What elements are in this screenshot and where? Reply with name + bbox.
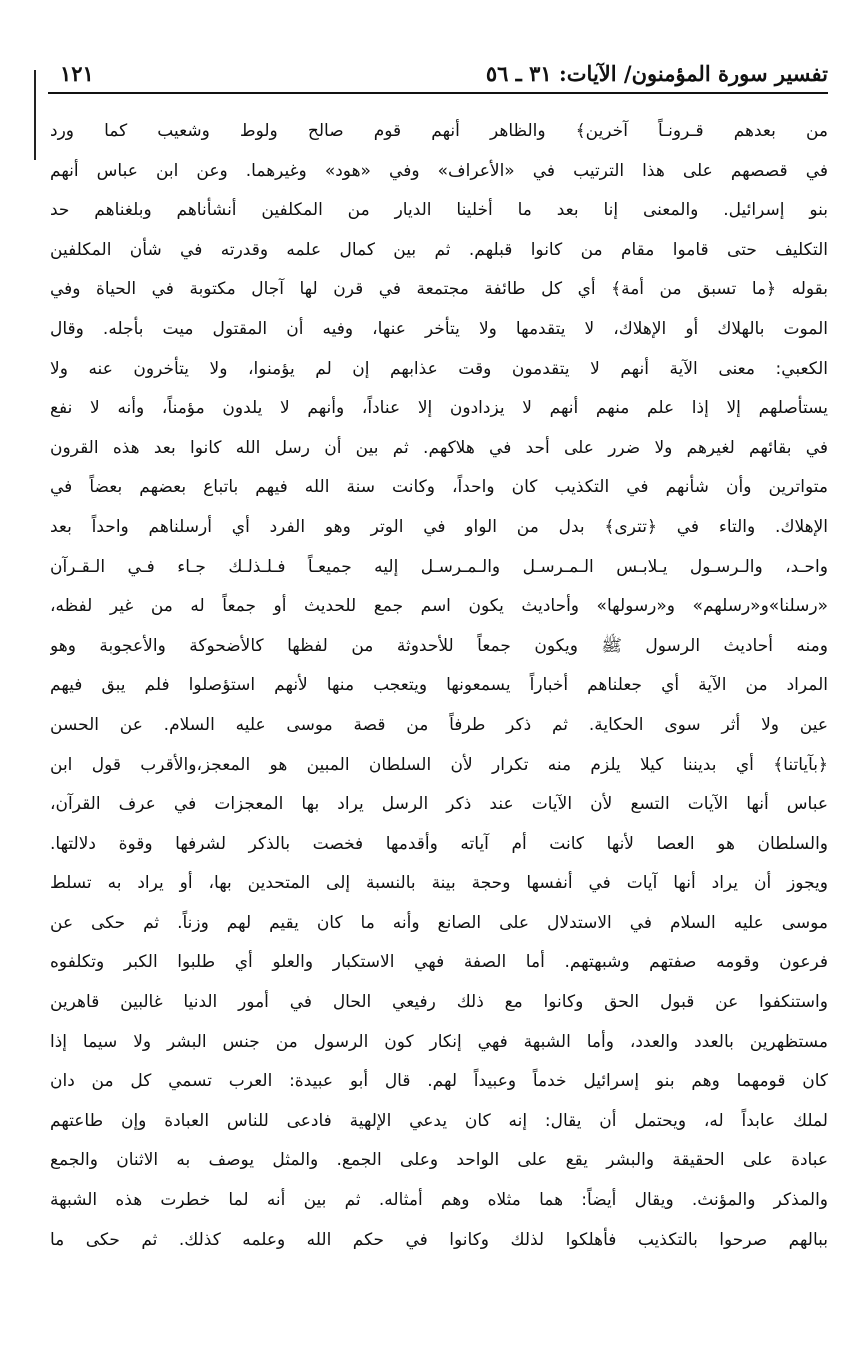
text-line: عين ولا أثر سوى الحكاية. ثم ذكر طرفاً من قصة موسى عليه السلام. عن الحسن: [50, 714, 828, 735]
text-line: واستنكفوا عن قبول الحق وكانوا مع ذلك رفيعي الحال في أمور الدنيا غالبين قاهرين: [50, 992, 828, 1013]
running-header: [30, 56, 838, 94]
text-line: ويجوز أن يراد أنها آيات في أنفسها وحجة بينة بالنسبة إلى المتحدين بها، أو يراد به تسلط: [50, 873, 828, 894]
text-line: والمذكر والمؤنث. ويقال أيضاً: هما مثلاه وهم أمثاله. ثم بين أنه لما خطرت هذه الشبهة: [50, 1190, 828, 1211]
text-line: كان قومهما وهم بنو إسرائيل خدماً وعبيداً لهم. قال أبو عبيدة: العرب تسمي كل من دان: [50, 1071, 828, 1092]
text-line: في بقائهم لغيرهم ولا ضرر على أحد في هلاكهم. ثم بين أن رسل الله كانوا بعد هذه القرون: [50, 437, 828, 458]
text-line: فرعون وقومه صفتهم وشبهتهم. أما الصفة فهي الاستكبار والعلو أي طلبوا الكبر وتكلفوه: [50, 952, 828, 973]
page: [30, 56, 838, 1356]
margin-mark: [34, 70, 36, 160]
text-line: من بعدهم قـرونـاً آخرين﴾ والظاهر أنهم قوم صالح ولوط وشعيب كما ورد: [50, 121, 828, 141]
text-line: واحـد، والـرسـول يـلابـس الـمـرسـل والـمـرسـل إليه جميعـاً فـلـذلـك جـاء فـي الـقـرآن: [50, 556, 828, 577]
text-line: «رسلنا»و«رسلهم» و«رسولها» وأحاديث يكون اسم جمع للحديث أو جمعاً له من غير لفظه،: [50, 596, 828, 617]
text-line: متواترين وأن شأنهم في التكذيب كان واحداً، وكانت سنة الله فيهم باتباع بعضهم بعضاً في: [50, 477, 828, 498]
text-line: المراد من الآية أي جعلناهم أخباراً يسمعونها ويتعجب منها لأنهم استؤصلوا فلم يبق فيهم: [50, 675, 828, 696]
text-line: موسى عليه السلام في الاستدلال على الصانع وأنه ما كان يقيم لهم وزناً. ثم حكى عن: [50, 912, 828, 933]
text-line: عبادة على الحقيقة والبشر يقع على الواحد وعلى الجمع. والمثل يوصف به الاثنان والجمع: [50, 1150, 828, 1171]
text-line: في قصصهم على هذا الترتيب في «الأعراف» وفي «هود» وغيرهما. وعن ابن عباس أنهم: [50, 160, 828, 181]
text-line: عباس أنها الآيات التسع لأن الآيات عند ذكر الرسل يراد بها المعجزات في عرف القرآن،: [50, 794, 828, 815]
text-line: بنو إسرائيل. والمعنى إنا بعد ما أخلينا الديار من المكلفين أنشأناهم وبلغناهم حد: [50, 200, 828, 221]
text-line: لملك عابداً له، ويحتمل أن يقال: إنه كان يدعي الإلهية فادعى للناس العبادة وإن طاعتهم: [50, 1110, 828, 1131]
text-line: الموت بالهلاك أو الإهلاك، لا يتقدمها ولا يتأخر عنها، وفيه أن المقتول ميت بأجله. وقال: [50, 318, 828, 339]
text-line: يستأصلهم إلا إذا علم منهم أنهم لا يزدادون إلا عناداً، وأنهم لا يلدون مؤمناً، وأنه لا نفع: [50, 398, 828, 419]
text-line: بقوله ﴿ما تسبق من أمة﴾ أي كل طائفة مجتمعة في قرن لها آجال مكتوبة في الحياة وفي: [50, 279, 828, 300]
text-line: الإهلاك. والتاء في ﴿تترى﴾ بدل من الواو في الوتر وهو الفرد أي أرسلناهم واحداً بعد: [50, 516, 828, 537]
page-number: ١٢١: [60, 61, 94, 86]
text-line: الكعبي: معنى الآية أنهم لا يتقدمون وقت عذابهم إن لم يؤمنوا، ولا يتأخرون عنه ولا: [50, 358, 828, 379]
body-text: [50, 112, 828, 1260]
text-line: مستظهرين بالعدد والعدد، وأما الشبهة فهي إنكار كون الرسول من جنس البشر ولا سيما إذا: [50, 1031, 828, 1052]
text-line: التكليف حتى قاموا مقام من كانوا قبلهم. ثم بين كمال علمه وقدرته في شأن المكلفين: [50, 239, 828, 260]
text-line: ببالهم صرحوا بالتكذيب فأهلكوا لذلك وكانوا في حكم الله وعلمه كذلك. ثم حكى ما: [50, 1229, 828, 1250]
header-rule: [48, 92, 828, 94]
text-line: ﴿بآياتنا﴾ أي بديننا كيلا يلزم منه تكرار لأن السلطان المبين هو المعجز،والأقرب قول ابن: [50, 754, 828, 775]
header-title: تفسير سورة المؤمنون/ الآيات: ٣١ ـ ٥٦: [485, 61, 828, 86]
text-line: ومنه أحاديث الرسول ﷺ ويكون جمعاً للأحدوثة من لفظها كالأضحوكة والأعجوبة وهو: [50, 635, 828, 656]
text-line: والسلطان هو العصا لأنها كانت أم آياته وأقدمها فخصت بالذكر لشرفها وقوة دلالتها.: [50, 833, 828, 854]
